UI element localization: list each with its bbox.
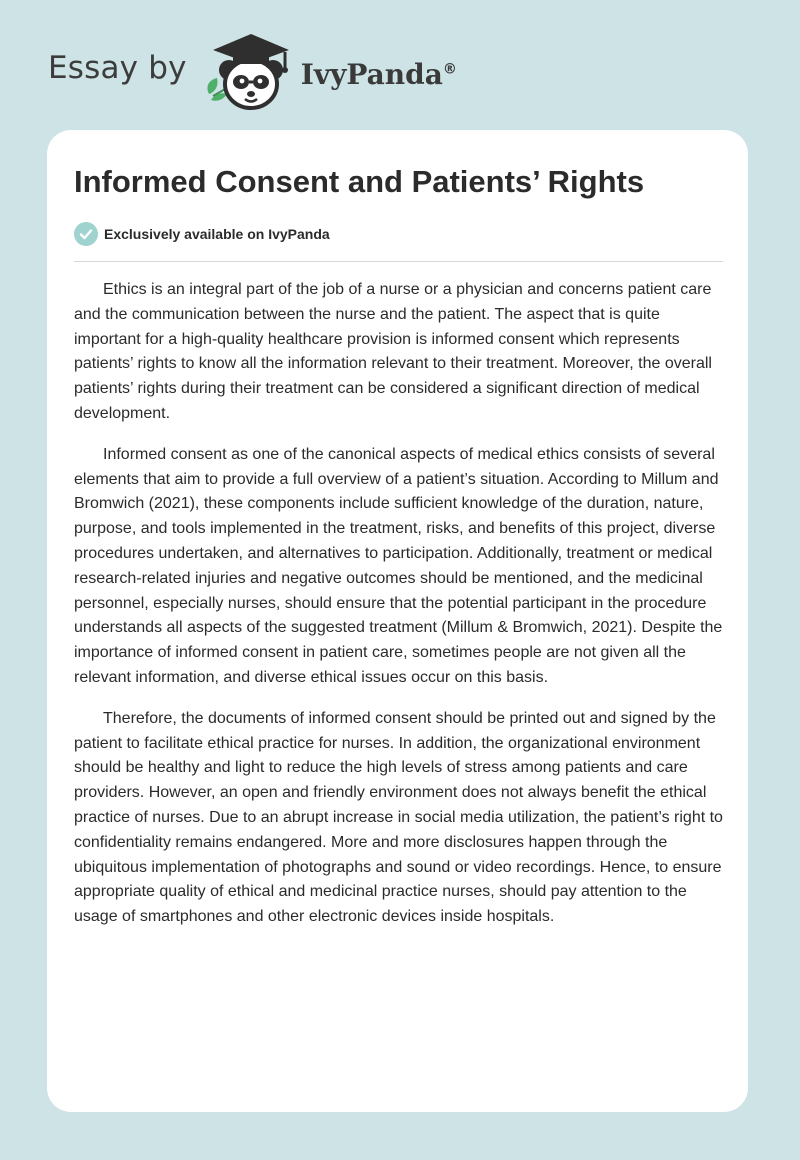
title-divider: [74, 261, 723, 262]
essay-by-label: Essay by: [48, 50, 187, 86]
check-circle-icon: [74, 222, 98, 246]
essay-card: [47, 130, 748, 1112]
paragraph-3: Therefore, the documents of informed consent should be printed out and signed by the patient to facilitate ethical practice for nurses. In addition, the organizational environment should be healthy and light to reduce the high levels of stress among patients and care providers. However, an open and friendly environment does not always benefit the ethical practice of nurses. Due to an abrupt increase in social media utilization, the patient’s right to confidentiality remains endangered. More and more disclosures happen through the ubiquitous implementation of photographs and sound or video recordings. Hence, to ensure appropriate quality of ethical and medicinal practice nurses, should pay attention to the usage of smartphones and other electronic devices inside hospitals.: [74, 709, 723, 926]
brand-name: IvyPanda®: [300, 57, 457, 91]
registered-mark: ®: [442, 61, 457, 78]
essay-body: [74, 278, 725, 946]
exclusive-badge: [74, 222, 330, 246]
panda-logo-icon[interactable]: [201, 30, 297, 114]
paragraph-1: Ethics is an integral part of the job of a nurse or a physician and concerns patient care and the communication between the nurse and the patient. The aspect that is quite important for a high-quality healthcare provision is informed consent which represents patients’ rights to know all the information relevant to their treatment. Moreover, the overall patients’ rights during their treatment can be considered a significant direction of medical development.: [74, 281, 712, 422]
essay-title: Informed Consent and Patients’ Rights: [74, 164, 645, 199]
exclusive-badge-label: Exclusively available on IvyPanda: [104, 226, 330, 242]
site-header: [48, 30, 457, 114]
paragraph-2: Informed consent as one of the canonical aspects of medical ethics consists of several elements that aim to provide a full overview of a patient’s situation. According to Millum and Bromwich (2021), these components include sufficient knowledge of the duration, nature, purpose, and tools implemented in the treatment, risks, and benefits of this project, diverse procedures undertaken, and alternatives to participation. Additionally, treatment or medical research-related injuries and negative outcomes should be mentioned, and the medicinal personnel, especially nurses, should ensure that the potential participant in the procedure understands all aspects of the suggested treatment (Millum & Bromwich, 2021). Despite the importance of informed consent in patient care, sometimes people are not given all the relevant information, and diverse ethical issues occur on this basis.: [74, 445, 723, 686]
